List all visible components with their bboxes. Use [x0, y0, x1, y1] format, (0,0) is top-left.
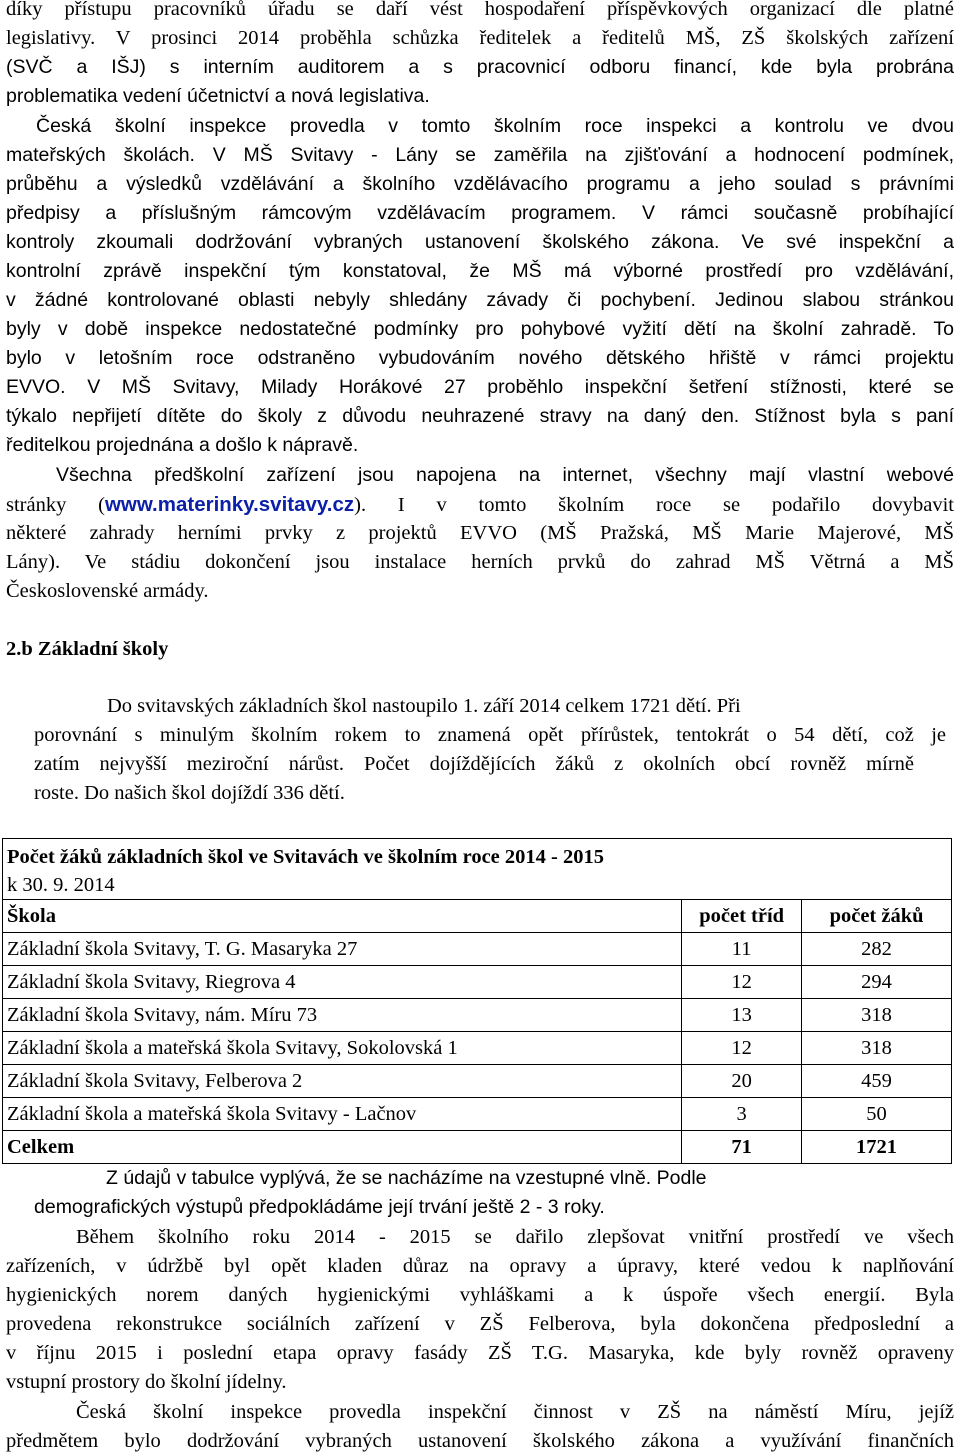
table-title: Počet žáků základních škol ve Svitavách ve školním roce 2014 - 2015: [7, 846, 604, 868]
table-row: [3, 1065, 952, 1098]
header-classes: počet tříd: [682, 900, 802, 933]
school-name: Základní škola Svitavy, Riegrova 4: [3, 966, 682, 999]
school-name: Základní škola a mateřská škola Svitavy - Lačnov: [3, 1098, 682, 1131]
class-count: 12: [682, 966, 802, 999]
table-row: [3, 933, 952, 966]
class-count: 12: [682, 1032, 802, 1065]
paragraph-line: předpisy a příslušným rámcovým vzdělávacím programem. V rámci současně probíhající: [6, 202, 954, 224]
paragraph-line: týkalo nepřijetí dítěte do školy z důvodu neuhrazené stravy na daný den. Stížnost byla s paní: [6, 405, 954, 427]
paragraph-line: hygienických norem daných hygienickými vyhláškami a k úspoře všech energií. Byla: [6, 1284, 954, 1306]
paragraph-line: Lány). Ve stádiu dokončení jsou instalace herních prvků do zahrad MŠ Větrná a MŠ: [6, 551, 954, 573]
header-pupils: počet žáků: [802, 900, 952, 933]
paragraph-line: Československé armády.: [6, 580, 209, 602]
school-name: Základní škola a mateřská škola Svitavy, Sokolovská 1: [3, 1032, 682, 1065]
paragraph-line: provedena rekonstrukce sociálních zařízení v ZŠ Felberova, byla dokončena předposlední a: [6, 1313, 954, 1335]
pupil-count: 318: [802, 999, 952, 1032]
section-heading: 2.b Základní školy: [6, 638, 169, 660]
pupil-count: 294: [802, 966, 952, 999]
header-school: Škola: [3, 900, 682, 933]
total-label: Celkem: [3, 1131, 682, 1164]
table-row: [3, 1098, 952, 1131]
table-date: k 30. 9. 2014: [7, 874, 115, 896]
text-fragment: stránky (: [6, 494, 105, 516]
table-header-row: [3, 900, 952, 933]
paragraph-line: kontroly zkoumali dodržování vybraných ustanovení školského zákona. Ve své inspekční a: [6, 231, 954, 253]
paragraph-line: bylo v letošním roce odstraněno vybudováním nového dětského hřiště v rámci projektu: [6, 347, 954, 369]
paragraph-line: Česká školní inspekce provedla v tomto školním roce inspekci a kontrolu ve dvou: [36, 115, 954, 137]
school-name: Základní škola Svitavy, nám. Míru 73: [3, 999, 682, 1032]
paragraph-line: byly v době inspekce nedostatečné podmínky pro pohybové vyžití dětí na školní zahradě. To: [6, 318, 954, 340]
class-count: 3: [682, 1098, 802, 1131]
paragraph-line: EVVO. V MŠ Svitavy, Milady Horákové 27 proběhlo inspekční šetření stížnosti, které se: [6, 376, 954, 398]
school-name: Základní škola Svitavy, T. G. Masaryka 27: [3, 933, 682, 966]
paragraph-line: mateřských školách. V MŠ Svitavy - Lány se zaměřila na zjišťování a hodnocení podmínek,: [6, 144, 954, 166]
website-link[interactable]: www.materinky.svitavy.cz: [104, 493, 355, 516]
school-name: Základní škola Svitavy, Felberova 2: [3, 1065, 682, 1098]
paragraph-line: [6, 490, 954, 519]
paragraph-line: Do svitavských základních škol nastoupilo 1. září 2014 celkem 1721 dětí. Při: [107, 695, 741, 717]
table-title-cell: [3, 839, 952, 900]
paragraph-line: v žádné kontrolované oblasti nebyly shledány závady či pochybení. Jedinou slabou stránkou: [6, 289, 954, 311]
paragraph-line: v říjnu 2015 i poslední etapa opravy fasády ZŠ T.G. Masaryka, kde byly rovněž opraveny: [6, 1342, 954, 1364]
paragraph-line: ředitelkou projednána a došlo k nápravě.: [6, 434, 359, 456]
pupil-count: 459: [802, 1065, 952, 1098]
table-row: [3, 966, 952, 999]
paragraph-line: demografických výstupů předpokládáme její trvání ještě 2 - 3 roky.: [34, 1196, 605, 1218]
class-count: 13: [682, 999, 802, 1032]
table-title-row: [3, 839, 952, 900]
total-classes: 71: [682, 1131, 802, 1164]
class-count: 20: [682, 1065, 802, 1098]
paragraph-line: (SVČ a IŠJ) s interním auditorem a s pracovnicí odboru financí, kde byla probrána: [6, 56, 954, 78]
pupil-count: 50: [802, 1098, 952, 1131]
paragraph-line: průběhu a výsledků vzdělávání a školního vzdělávacího programu a jeho soulad s právními: [6, 173, 954, 195]
paragraph-line: vstupní prostory do školní jídelny.: [6, 1371, 287, 1393]
class-count: 11: [682, 933, 802, 966]
table-total-row: [3, 1131, 952, 1164]
paragraph-line: Všechna předškolní zařízení jsou napojena na internet, všechny mají vlastní webové: [56, 464, 954, 486]
total-pupils: 1721: [802, 1131, 952, 1164]
paragraph-line: kontrolní zprávě inspekční tým konstatoval, že MŠ má výborné prostředí pro vzdělávání,: [6, 260, 954, 282]
pupils-table: [2, 838, 952, 1164]
paragraph-line: zatím nejvyšší meziroční nárůst. Počet dojíždějících žáků z okolních obcí rovněž mírně: [34, 753, 914, 775]
paragraph-line: roste. Do našich škol dojíždí 336 dětí.: [34, 782, 345, 804]
paragraph-line: Z údajů v tabulce vyplývá, že se nacházíme na vzestupné vlně. Podle: [106, 1167, 707, 1189]
paragraph-line: Česká školní inspekce provedla inspekční činnost v ZŠ na náměstí Míru, jejíž: [76, 1401, 954, 1423]
paragraph-line: zařízeních, v údržbě byl opět kladen důraz na opravy a úpravy, které vedou k naplňování: [6, 1255, 954, 1277]
paragraph-line: legislativy. V prosinci 2014 proběhla schůzka ředitelek a ředitelů MŠ, ZŠ školských zařízení: [6, 27, 954, 49]
pupil-count: 282: [802, 933, 952, 966]
text-fragment: ). I v tomto školním roce se podařilo dovybavit: [354, 494, 954, 516]
paragraph-line: některé zahrady herními prvky z projektů EVVO (MŠ Pražská, MŠ Marie Majerové, MŠ: [6, 522, 954, 544]
pupil-count: 318: [802, 1032, 952, 1065]
paragraph-line: problematika vedení účetnictví a nová legislativa.: [6, 85, 430, 107]
paragraph-line: Během školního roku 2014 - 2015 se dařilo zlepšovat vnitřní prostředí ve všech: [76, 1226, 954, 1248]
table-row: [3, 999, 952, 1032]
paragraph-line: porovnání s minulým školním rokem to znamená opět přírůstek, tentokrát o 54 dětí, což je: [34, 724, 946, 746]
table-row: [3, 1032, 952, 1065]
paragraph-line: předmětem bylo dodržování vybraných ustanovení školského zákona a využívání finančních: [6, 1430, 954, 1452]
paragraph-line: díky přístupu pracovníků úřadu se daří vést hospodaření příspěvkových organizací dle platné: [6, 0, 954, 20]
